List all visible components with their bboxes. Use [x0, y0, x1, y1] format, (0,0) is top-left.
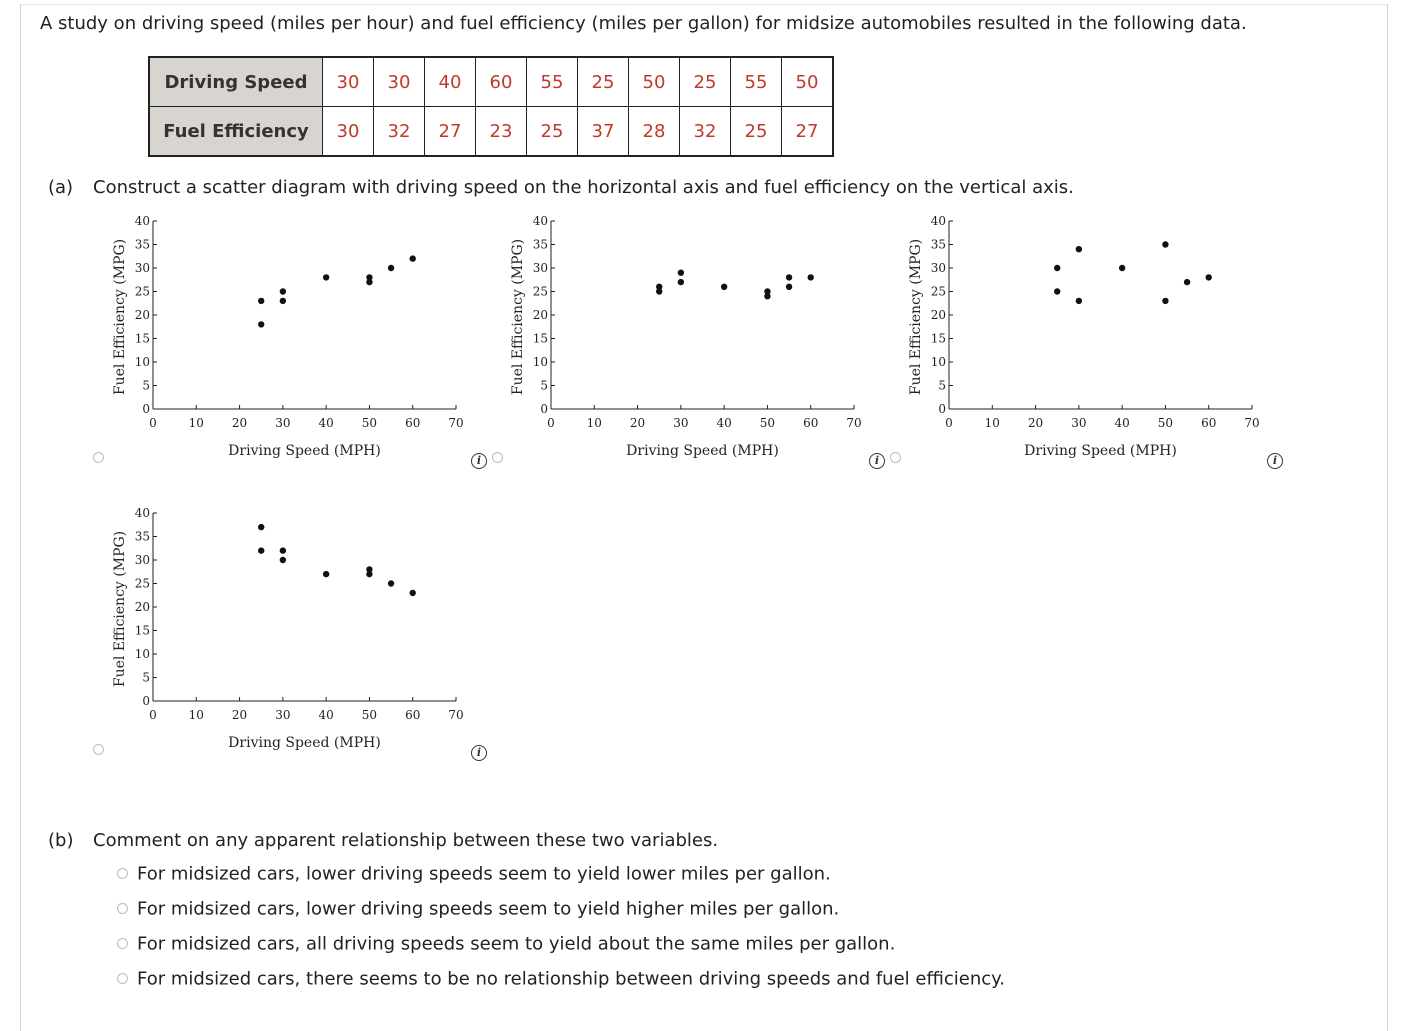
- y-tick-label: 40: [134, 214, 150, 228]
- efficiency-cell: 30: [323, 107, 374, 157]
- part-a-prompt: Construct a scatter diagram with driving speed on the horizontal axis and fuel efficiency on the vertical axis.: [93, 177, 1074, 198]
- answer-option-4-radio[interactable]: [117, 973, 128, 984]
- data-point: [258, 524, 264, 530]
- data-point: [1076, 298, 1082, 304]
- scatter-option-2-radio[interactable]: [492, 452, 503, 463]
- y-tick-label: 35: [134, 237, 150, 252]
- x-tick-label: 40: [318, 708, 334, 722]
- x-tick-label: 30: [275, 708, 291, 722]
- y-tick-label: 25: [134, 576, 150, 591]
- part-b-prompt: Comment on any apparent relationship between these two variables.: [93, 830, 719, 851]
- y-tick-label: 5: [938, 378, 946, 393]
- y-tick-label: 15: [134, 331, 150, 346]
- y-tick-label: 20: [134, 600, 150, 614]
- data-point: [280, 557, 286, 563]
- data-point: [1206, 274, 1212, 280]
- y-axis-title: Fuel Efficiency (MPG): [908, 238, 924, 396]
- y-tick-label: 30: [134, 553, 150, 567]
- y-tick-label: 20: [532, 308, 548, 322]
- speed-cell: 25: [680, 57, 731, 107]
- efficiency-row: [149, 107, 833, 157]
- answer-option-4[interactable]: [117, 968, 1005, 990]
- info-icon[interactable]: i: [869, 453, 885, 469]
- y-tick-label: 25: [532, 284, 548, 299]
- efficiency-cell: 37: [578, 107, 629, 157]
- speed-row-label: Driving Speed: [149, 57, 323, 107]
- data-point: [1119, 265, 1125, 271]
- data-point: [323, 274, 329, 280]
- x-tick-label: 70: [846, 416, 862, 430]
- data-point: [1054, 288, 1060, 294]
- info-icon[interactable]: i: [471, 453, 487, 469]
- y-tick-label: 35: [134, 529, 150, 544]
- efficiency-cell: 23: [476, 107, 527, 157]
- y-tick-label: 5: [142, 670, 150, 685]
- answer-option-1[interactable]: [117, 863, 831, 885]
- scatter-option-2: [498, 205, 878, 470]
- y-tick-label: 20: [930, 308, 946, 322]
- data-point: [366, 571, 372, 577]
- y-tick-label: 5: [142, 378, 150, 393]
- data-point: [258, 321, 264, 327]
- x-tick-label: 30: [673, 416, 689, 430]
- speed-cell: 50: [629, 57, 680, 107]
- y-tick-label: 40: [134, 506, 150, 520]
- answer-option-3-text: For midsized cars, all driving speeds seem to yield about the same miles per gallon.: [137, 933, 896, 955]
- part-a-question: [48, 177, 1074, 198]
- answer-option-3-radio[interactable]: [117, 938, 128, 949]
- efficiency-cell: 28: [629, 107, 680, 157]
- x-tick-label: 60: [1201, 416, 1217, 430]
- x-tick-label: 20: [231, 708, 248, 722]
- x-tick-label: 30: [1071, 416, 1087, 430]
- data-point: [1076, 246, 1082, 252]
- scatter-option-4: [100, 497, 480, 762]
- data-table: [148, 56, 834, 157]
- x-tick-label: 0: [547, 416, 555, 430]
- x-tick-label: 10: [188, 708, 204, 722]
- data-point: [323, 571, 329, 577]
- y-tick-label: 40: [930, 214, 946, 228]
- answer-option-4-text: For midsized cars, there seems to be no relationship between driving speeds and fuel efficiency.: [137, 968, 1005, 990]
- x-tick-label: 50: [1157, 416, 1174, 430]
- x-tick-label: 70: [1244, 416, 1260, 430]
- speed-cell: 30: [374, 57, 425, 107]
- x-tick-label: 40: [716, 416, 732, 430]
- answer-option-1-text: For midsized cars, lower driving speeds seem to yield lower miles per gallon.: [137, 863, 831, 885]
- efficiency-cell: 25: [731, 107, 782, 157]
- scatter-option-1-radio[interactable]: [93, 452, 104, 463]
- y-tick-label: 15: [930, 331, 946, 346]
- y-tick-label: 30: [134, 261, 150, 275]
- data-point: [1162, 298, 1168, 304]
- y-tick-label: 15: [134, 623, 150, 638]
- y-tick-label: 0: [142, 694, 150, 708]
- x-tick-label: 50: [361, 708, 378, 722]
- scatter-option-4-radio[interactable]: [93, 744, 104, 755]
- speed-cell: 40: [425, 57, 476, 107]
- y-tick-label: 10: [532, 355, 548, 369]
- answer-option-2[interactable]: [117, 898, 839, 920]
- data-point: [1162, 241, 1168, 247]
- speed-row: [149, 57, 833, 107]
- data-point: [410, 255, 416, 261]
- part-b-label: (b): [48, 830, 74, 851]
- data-point: [786, 274, 792, 280]
- x-tick-label: 20: [629, 416, 646, 430]
- x-tick-label: 20: [1027, 416, 1044, 430]
- data-point: [280, 298, 286, 304]
- y-tick-label: 25: [134, 284, 150, 299]
- y-tick-label: 15: [532, 331, 548, 346]
- intro-text: A study on driving speed (miles per hour) and fuel efficiency (miles per gallon) for midsize automobiles resulted in the following data.: [40, 13, 1247, 34]
- x-tick-label: 30: [275, 416, 291, 430]
- data-point: [258, 298, 264, 304]
- data-point: [1184, 279, 1190, 285]
- scatter-option-3-radio[interactable]: [890, 452, 901, 463]
- y-tick-label: 10: [134, 355, 150, 369]
- scatter-option-3: [896, 205, 1276, 470]
- efficiency-cell: 32: [374, 107, 425, 157]
- x-tick-label: 0: [149, 708, 157, 722]
- y-axis-title: Fuel Efficiency (MPG): [112, 530, 128, 688]
- data-point: [410, 590, 416, 596]
- x-tick-label: 0: [945, 416, 953, 430]
- speed-cell: 50: [782, 57, 834, 107]
- y-tick-label: 20: [134, 308, 150, 322]
- y-tick-label: 40: [532, 214, 548, 228]
- y-tick-label: 10: [930, 355, 946, 369]
- speed-cell: 30: [323, 57, 374, 107]
- scatter-option-1: [100, 205, 480, 470]
- data-point: [366, 279, 372, 285]
- x-tick-label: 60: [405, 708, 421, 722]
- y-tick-label: 30: [532, 261, 548, 275]
- data-point: [656, 288, 662, 294]
- efficiency-cell: 32: [680, 107, 731, 157]
- data-point: [678, 279, 684, 285]
- answer-option-3[interactable]: [117, 933, 895, 955]
- y-tick-label: 0: [142, 402, 150, 416]
- y-tick-label: 10: [134, 647, 150, 661]
- y-axis-title: Fuel Efficiency (MPG): [510, 238, 526, 396]
- x-tick-label: 70: [448, 708, 464, 722]
- data-point: [764, 293, 770, 299]
- data-point: [1054, 265, 1060, 271]
- x-tick-label: 20: [231, 416, 248, 430]
- speed-cell: 25: [578, 57, 629, 107]
- info-icon[interactable]: i: [1267, 453, 1283, 469]
- data-point: [258, 547, 264, 553]
- efficiency-cell: 27: [425, 107, 476, 157]
- speed-cell: 55: [527, 57, 578, 107]
- efficiency-cell: 27: [782, 107, 834, 157]
- data-point: [808, 274, 814, 280]
- efficiency-cell: 25: [527, 107, 578, 157]
- y-tick-label: 25: [930, 284, 946, 299]
- answer-option-2-radio[interactable]: [117, 903, 128, 914]
- data-point: [786, 284, 792, 290]
- x-tick-label: 10: [984, 416, 1000, 430]
- y-tick-label: 0: [540, 402, 548, 416]
- x-tick-label: 10: [586, 416, 602, 430]
- x-axis-title: Driving Speed (MPH): [1024, 443, 1177, 459]
- x-tick-label: 60: [405, 416, 421, 430]
- data-point: [388, 580, 394, 586]
- y-tick-label: 5: [540, 378, 548, 393]
- data-point: [678, 270, 684, 276]
- data-point: [388, 265, 394, 271]
- answer-option-2-text: For midsized cars, lower driving speeds seem to yield higher miles per gallon.: [137, 898, 840, 920]
- x-tick-label: 70: [448, 416, 464, 430]
- x-tick-label: 50: [759, 416, 776, 430]
- x-axis-title: Driving Speed (MPH): [228, 443, 381, 459]
- x-tick-label: 40: [1114, 416, 1130, 430]
- speed-cell: 60: [476, 57, 527, 107]
- x-axis-title: Driving Speed (MPH): [228, 735, 381, 751]
- data-point: [280, 288, 286, 294]
- y-tick-label: 35: [930, 237, 946, 252]
- x-tick-label: 10: [188, 416, 204, 430]
- speed-cell: 55: [731, 57, 782, 107]
- y-tick-label: 30: [930, 261, 946, 275]
- y-tick-label: 0: [938, 402, 946, 416]
- answer-option-1-radio[interactable]: [117, 868, 128, 879]
- x-tick-label: 40: [318, 416, 334, 430]
- x-tick-label: 50: [361, 416, 378, 430]
- data-point: [280, 547, 286, 553]
- x-tick-label: 0: [149, 416, 157, 430]
- part-a-label: (a): [48, 177, 74, 198]
- part-b-question: [48, 830, 718, 851]
- x-tick-label: 60: [803, 416, 819, 430]
- y-axis-title: Fuel Efficiency (MPG): [112, 238, 128, 396]
- info-icon[interactable]: i: [471, 745, 487, 761]
- x-axis-title: Driving Speed (MPH): [626, 443, 779, 459]
- efficiency-row-label: Fuel Efficiency: [149, 107, 323, 157]
- data-point: [721, 284, 727, 290]
- y-tick-label: 35: [532, 237, 548, 252]
